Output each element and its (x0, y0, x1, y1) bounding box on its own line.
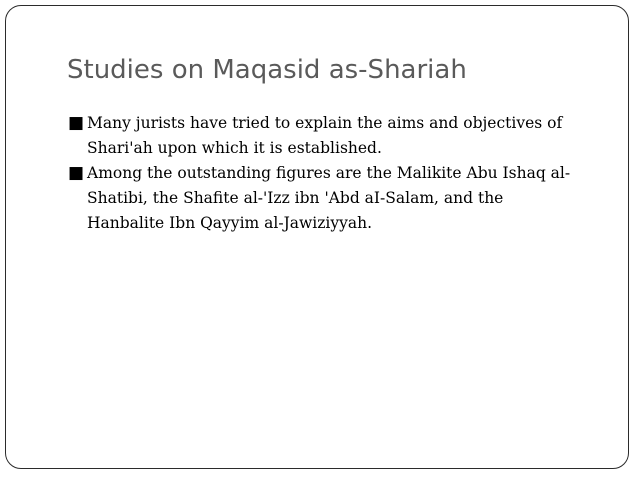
bullet-item (69, 161, 609, 236)
bullet-item (69, 111, 609, 161)
bullet-line: Shatibi, the Shafite al-'Izz ibn 'Abd aI-Salam, and the (87, 189, 504, 207)
bullet-line: Among the outstanding figures are the Malikite Abu Ishaq al- (87, 164, 571, 182)
square-bullet-icon: ■ (68, 113, 85, 133)
bullet-line: Many jurists have tried to explain the aims and objectives of (87, 114, 563, 132)
bullet-list (69, 111, 609, 236)
bullet-line: Shari'ah upon which it is established. (87, 139, 382, 157)
square-bullet-icon: ■ (68, 163, 85, 183)
bullet-line: Hanbalite Ibn Qayyim al-Jawiziyyah. (87, 214, 373, 232)
slide-title: Studies on Maqasid as-Shariah (67, 55, 467, 85)
